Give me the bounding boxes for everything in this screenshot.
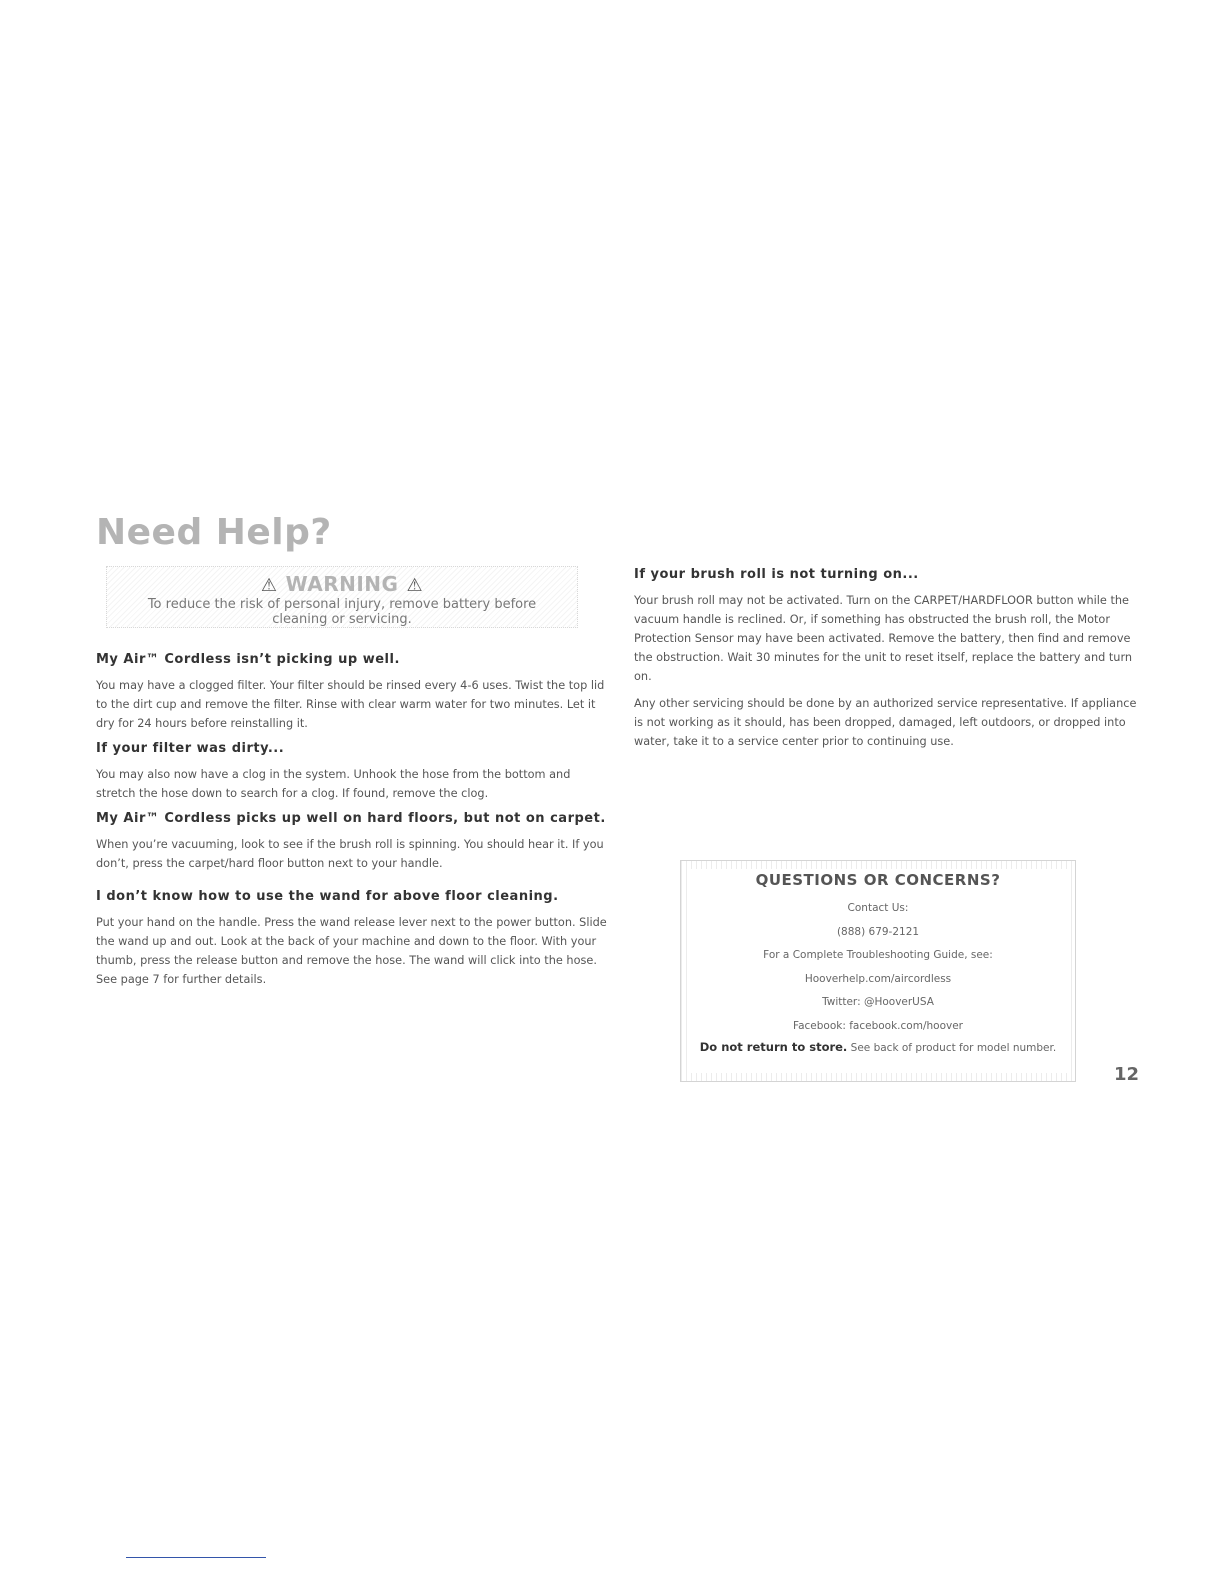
contact-box (680, 860, 1076, 1082)
section-body-not-on-carpet: When you’re vacuuming, look to see if the brush roll is spinning. You should hear it. If you don’t, press the carpet/hard floor button next to your handle. (96, 838, 604, 870)
contact-guide-intro: For a Complete Troubleshooting Guide, see: (763, 949, 993, 961)
left-column (96, 652, 608, 997)
section-body-servicing: Any other servicing should be done by an authorized service representative. If appliance is not working as it should, has been dropped, damaged, left outdoors, or dropped into water, take it to a service center prior to continuing use. (634, 697, 1137, 748)
warning-triangle-icon: ⚠ (406, 575, 424, 596)
section-body-brush-roll: Your brush roll may not be activated. Turn on the CARPET/HARDFLOOR button while the vacuum handle is reclined. Or, if something has obstructed the brush roll, the Motor Protection Sensor may have been activated. Remove the battery, then find and remove the obstruction. Wait 30 minutes for the unit to reset itself, replace the battery and turn on. (634, 594, 1133, 683)
contact-twitter: Twitter: @HooverUSA (822, 996, 934, 1008)
right-column (634, 567, 1138, 759)
contact-return-rest: See back of product for model number. (850, 1042, 1057, 1054)
contact-title: QUESTIONS OR CONCERNS? (755, 871, 1001, 889)
page-number: 12 (1114, 1064, 1140, 1085)
section-body-not-picking-up: You may have a clogged filter. Your filter should be rinsed every 4-6 uses. Twist the top lid to the dirt cup and remove the filter. Rinse with clear warm water for two minutes. Let it dry for 24 hours before reinstalling it. (96, 679, 605, 730)
section-heading-not-on-carpet: My Air™ Cordless picks up well on hard floors, but not on carpet. (96, 811, 606, 826)
contact-box-inner (689, 869, 1067, 1073)
contact-return-note (689, 1040, 1067, 1055)
contact-us-label: Contact Us: (847, 902, 909, 914)
contact-website: Hooverhelp.com/aircordless (804, 972, 952, 985)
warning-box (106, 566, 578, 628)
footer-rule (126, 1557, 266, 1558)
contact-return-bold: Do not return to store. (699, 1040, 848, 1054)
page-title: Need Help? (96, 512, 332, 553)
section-heading-filter-dirty: If your filter was dirty... (96, 741, 285, 756)
section-heading-not-picking-up: My Air™ Cordless isn’t picking up well. (96, 652, 400, 667)
section-heading-brush-roll: If your brush roll is not turning on... (634, 567, 919, 582)
section-body-filter-dirty: You may also now have a clog in the system. Unhook the hose from the bottom and stretch the hose down to search for a clog. If found, remove the clog. (96, 768, 571, 800)
warning-text: To reduce the risk of personal injury, remove battery before cleaning or servicing. (147, 597, 537, 627)
warning-heading: WARNING (285, 572, 399, 596)
contact-phone: (888) 679-2121 (836, 925, 920, 938)
section-heading-wand-usage: I don’t know how to use the wand for above floor cleaning. (96, 889, 559, 904)
warning-heading-row (107, 572, 577, 596)
section-body-wand-usage: Put your hand on the handle. Press the wand release lever next to the power button. Slide the wand up and out. Look at the back of your machine and down to the floor. With your thumb, press the release button and remove the hose. The wand will click into the hose. See page 7 for further details. (96, 916, 607, 986)
contact-facebook: Facebook: facebook.com/hoover (793, 1019, 963, 1032)
warning-triangle-icon: ⚠ (260, 575, 278, 596)
